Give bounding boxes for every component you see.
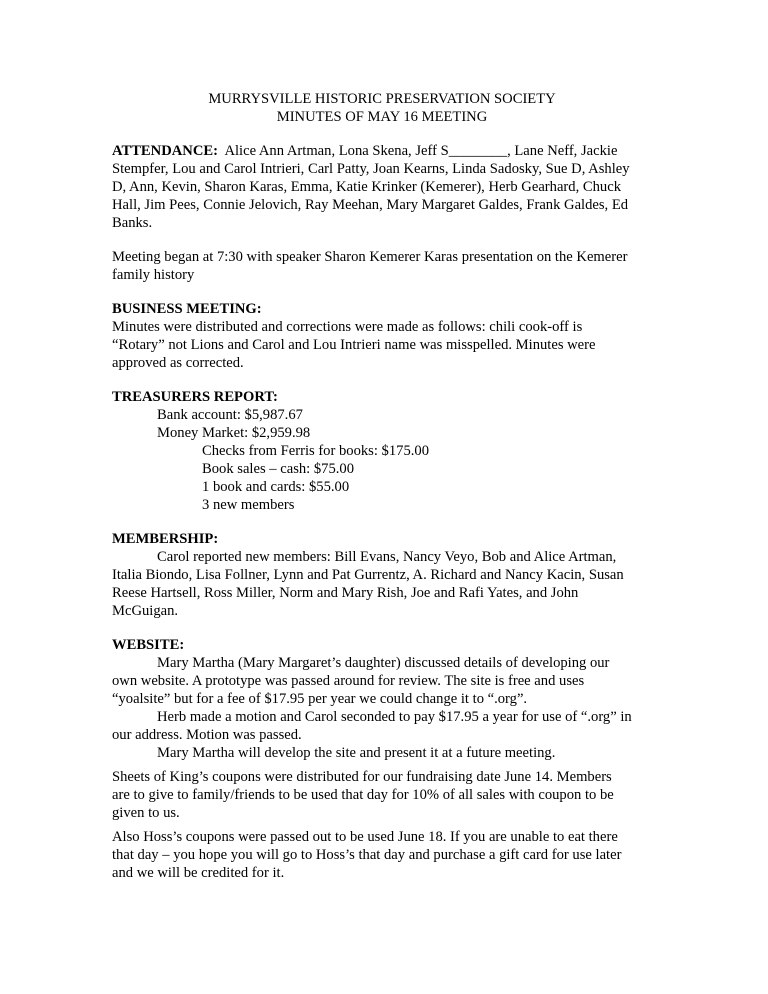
website-heading: WEBSITE:: [112, 637, 185, 653]
hoss-line-3: and we will be credited for it.: [112, 865, 285, 881]
business-line-2: “Rotary” not Lions and Carol and Lou Intrieri name was misspelled. Minutes were: [112, 337, 596, 353]
attendance-section: [112, 142, 652, 232]
website-p1-line-2: own website. A prototype was passed around for review. The site is free and uses: [112, 673, 585, 689]
bank-account: Bank account: $5,987.67: [157, 407, 303, 423]
book-sales-cash: Book sales – cash: $75.00: [202, 461, 355, 477]
ferris-checks: Checks from Ferris for books: $175.00: [202, 443, 429, 459]
hoss-line-2: that day – you hope you will go to Hoss’s that day and purchase a gift card for use later: [112, 847, 622, 863]
attendance-text-1: Alice Ann Artman, Lona Skena, Jeff S________, Lane Neff, Jackie: [217, 143, 618, 159]
meeting-subtitle: MINUTES OF MAY 16 MEETING: [276, 109, 488, 125]
website-section: [112, 636, 652, 762]
hoss-coupons-section: [112, 828, 652, 882]
business-line-3: approved as corrected.: [112, 355, 244, 371]
org-title: MURRYSVILLE HISTORIC PRESERVATION SOCIETY: [208, 91, 556, 107]
money-market: Money Market: $2,959.98: [157, 425, 311, 441]
attendance-line-1: [112, 142, 652, 160]
membership-section: [112, 530, 652, 620]
attendance-line-2: Stempfer, Lou and Carol Intrieri, Carl Patty, Joan Kearns, Linda Sadosky, Sue D, Ashley: [112, 161, 630, 177]
kings-line-1: Sheets of King’s coupons were distributed for our fundraising date June 14. Members: [112, 769, 612, 785]
membership-heading: MEMBERSHIP:: [112, 531, 219, 547]
new-members-count: 3 new members: [202, 497, 295, 513]
treasurer-section: [112, 388, 652, 514]
book-and-cards: 1 book and cards: $55.00: [202, 479, 350, 495]
meeting-began-section: [112, 248, 652, 284]
membership-line-2: Italia Biondo, Lisa Follner, Lynn and Pat Gurrentz, A. Richard and Nancy Kacin, Susan: [112, 567, 624, 583]
attendance-line-5: Banks.: [112, 215, 153, 231]
website-p1-line-1: Mary Martha (Mary Margaret’s daughter) discussed details of developing our: [157, 655, 610, 671]
meeting-began-line-2: family history: [112, 267, 195, 283]
membership-line-3: Reese Hartsell, Ross Miller, Norm and Mary Rish, Joe and Rafi Yates, and John: [112, 585, 579, 601]
website-p2-line-2: our address. Motion was passed.: [112, 727, 302, 743]
meeting-began-line-1: Meeting began at 7:30 with speaker Sharon Kemerer Karas presentation on the Kemerer: [112, 249, 628, 265]
kings-line-3: given to us.: [112, 805, 180, 821]
kings-line-2: are to give to family/friends to be used that day for 10% of all sales with coupon to be: [112, 787, 614, 803]
website-p3: Mary Martha will develop the site and present it at a future meeting.: [157, 745, 556, 761]
membership-line-1: Carol reported new members: Bill Evans, Nancy Veyo, Bob and Alice Artman,: [157, 549, 617, 565]
treasurer-heading: TREASURERS REPORT:: [112, 389, 278, 405]
website-p1-line-3: “yoalsite” but for a fee of $17.95 per year we could change it to “.org”.: [112, 691, 528, 707]
business-heading: BUSINESS MEETING:: [112, 301, 262, 317]
business-section: [112, 300, 652, 372]
website-p2-line-1: Herb made a motion and Carol seconded to pay $17.95 a year for use of “.org” in: [157, 709, 632, 725]
minutes-document: [112, 90, 652, 882]
attendance-line-4: Hall, Jim Pees, Connie Jelovich, Ray Meehan, Mary Margaret Galdes, Frank Galdes, Ed: [112, 197, 629, 213]
membership-line-4: McGuigan.: [112, 603, 179, 619]
kings-coupons-section: [112, 768, 652, 822]
attendance-heading: ATTENDANCE:: [112, 143, 218, 159]
hoss-line-1: Also Hoss’s coupons were passed out to be used June 18. If you are unable to eat there: [112, 829, 618, 845]
attendance-line-3: D, Ann, Kevin, Sharon Karas, Emma, Katie Krinker (Kemerer), Herb Gearhard, Chuck: [112, 179, 621, 195]
business-line-1: Minutes were distributed and corrections were made as follows: chili cook-off is: [112, 319, 583, 335]
